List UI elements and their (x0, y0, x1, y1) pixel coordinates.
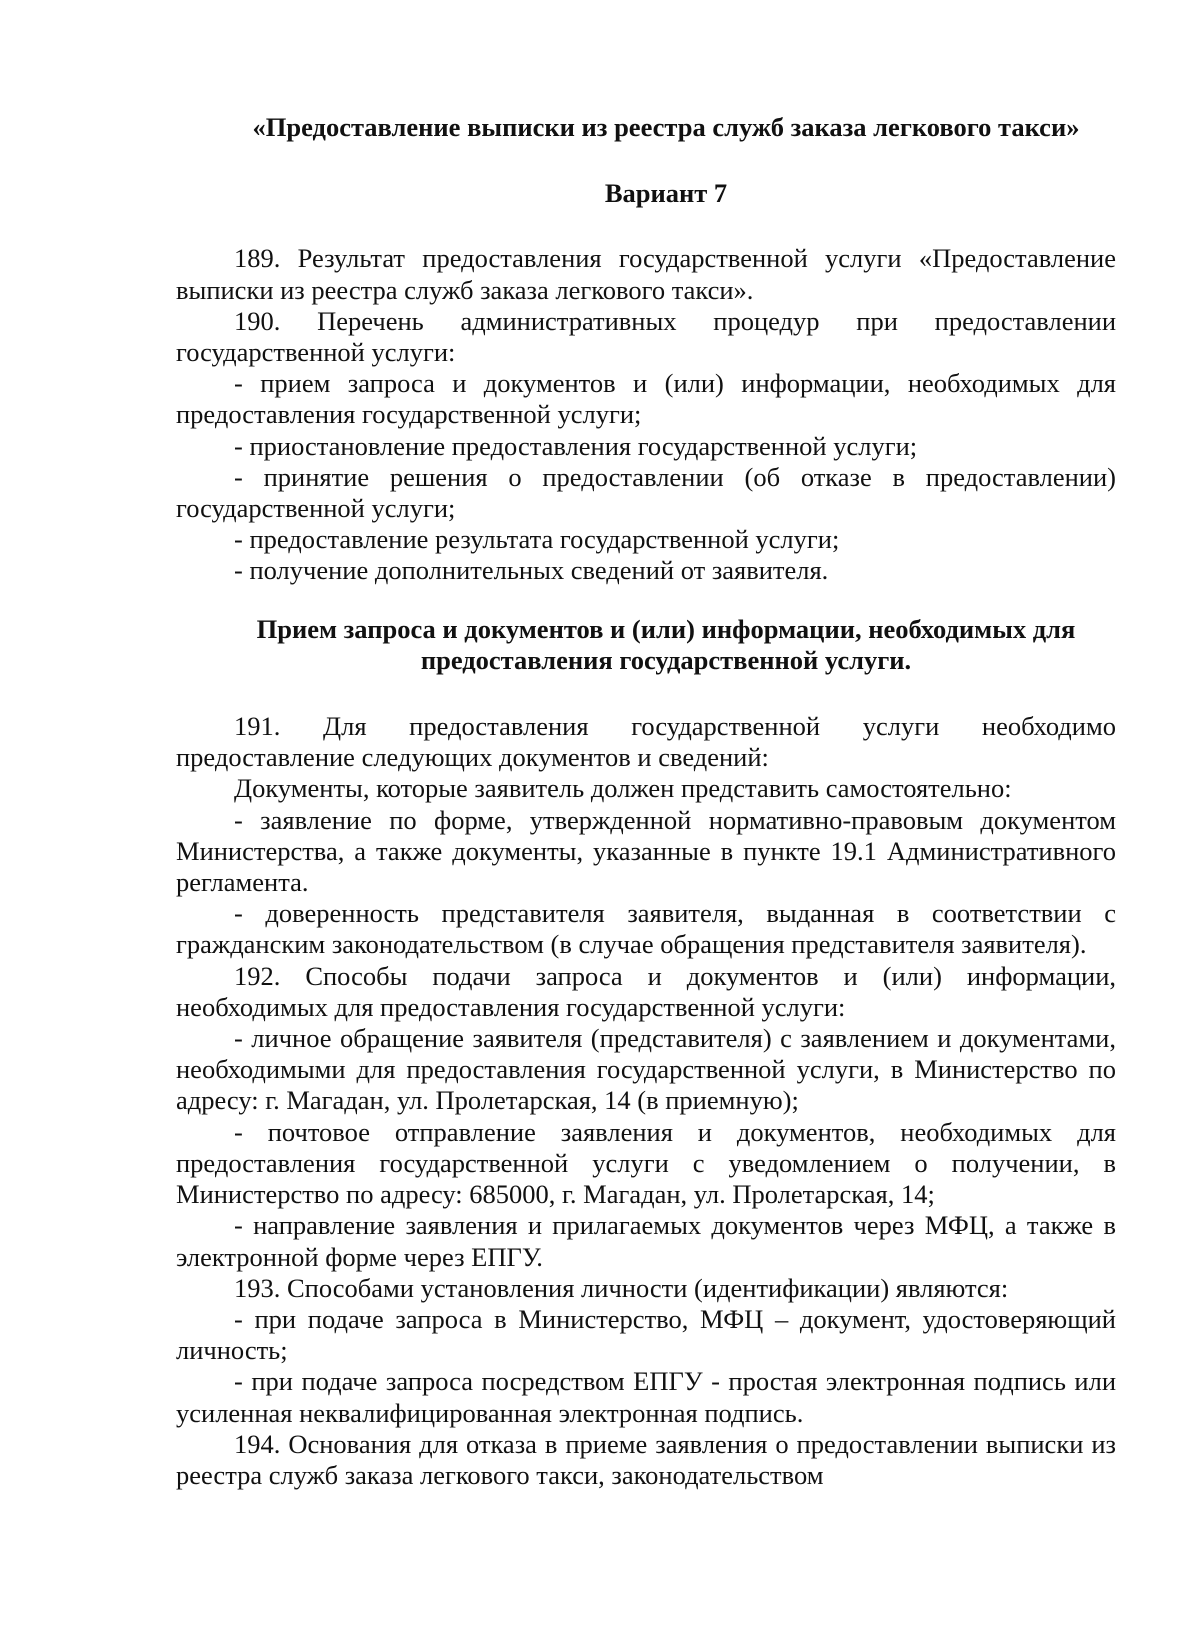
list-item: - приостановление предоставления государственной услуги; (234, 430, 918, 461)
list-item: - прием запроса и документов и (или) информации, необходимых для предоставления государственной услуги; (176, 368, 1116, 430)
paragraph-191: 191. Для предоставления государственной услуги необходимо предоставление следующих документов и сведений: (176, 711, 1116, 773)
paragraph-193: 193. Способами установления личности (идентификации) являются: (234, 1272, 1009, 1303)
section-procedures (176, 243, 1116, 586)
list-item: - принятие решения о предоставлении (об отказе в предоставлении) государственной услуги; (176, 461, 1116, 524)
section-request-intake (176, 711, 1116, 1491)
list-item: - доверенность представителя заявителя, выданная в соответствии с гражданским законодательством (в случае обращения представителя заявителя). (176, 898, 1116, 960)
paragraph-194: 194. Основания для отказа в приеме заявления о предоставлении выписки из реестра служб заказа легкового такси, законодательством (176, 1428, 1116, 1490)
list-item: - получение дополнительных сведений от заявителя. (234, 555, 829, 586)
list-item: - предоставление результата государственной услуги; (234, 524, 840, 555)
paragraph-192: 192. Способы подачи запроса и документов и (или) информации, необходимых для предоставления государственной услуги: (176, 960, 1116, 1022)
variant-heading: Вариант 7 (604, 178, 728, 209)
list-item: - при подаче запроса посредством ЕПГУ - простая электронная подпись или усиленная неквалифицированная электронная подпись. (176, 1366, 1116, 1428)
list-item: - личное обращение заявителя (представителя) с заявлением и документами, необходимыми для предоставления государственной услуги, в Министерство по адресу: г. Магадан, ул. Пролетарская, 14 (в приемную); (176, 1023, 1116, 1116)
list-item: - заявление по форме, утвержденной нормативно-правовым документом Министерства, а также документы, указанные в пункте 19.1 Административного регламента. (176, 804, 1116, 898)
document-page (176, 112, 1116, 1491)
list-item: - почтовое отправление заявления и документов, необходимых для предоставления государственной услуги с уведомлением о получении, в Министерство по адресу: 685000, г. Магадан, ул. Пролетарская, 14; (176, 1116, 1116, 1210)
list-item: - при подаче запроса в Министерство, МФЦ – документ, удостоверяющий личность; (176, 1303, 1116, 1366)
paragraph-documents-intro: Документы, которые заявитель должен представить самостоятельно: (234, 773, 1012, 804)
list-item: - направление заявления и прилагаемых документов через МФЦ, а также в электронной форме через ЕПГУ. (176, 1210, 1116, 1272)
section-heading-request-intake: Прием запроса и документов и (или) информации, необходимых для предоставления государственной услуги. (256, 613, 1076, 675)
document-title: «Предоставление выписки из реестра служб заказа легкового такси» (252, 112, 1080, 142)
paragraph-190: 190. Перечень административных процедур при предоставлении государственной услуги: (176, 305, 1116, 368)
paragraph-189: 189. Результат предоставления государственной услуги «Предоставление выписки из реестра служб заказа легкового такси». (176, 243, 1116, 305)
